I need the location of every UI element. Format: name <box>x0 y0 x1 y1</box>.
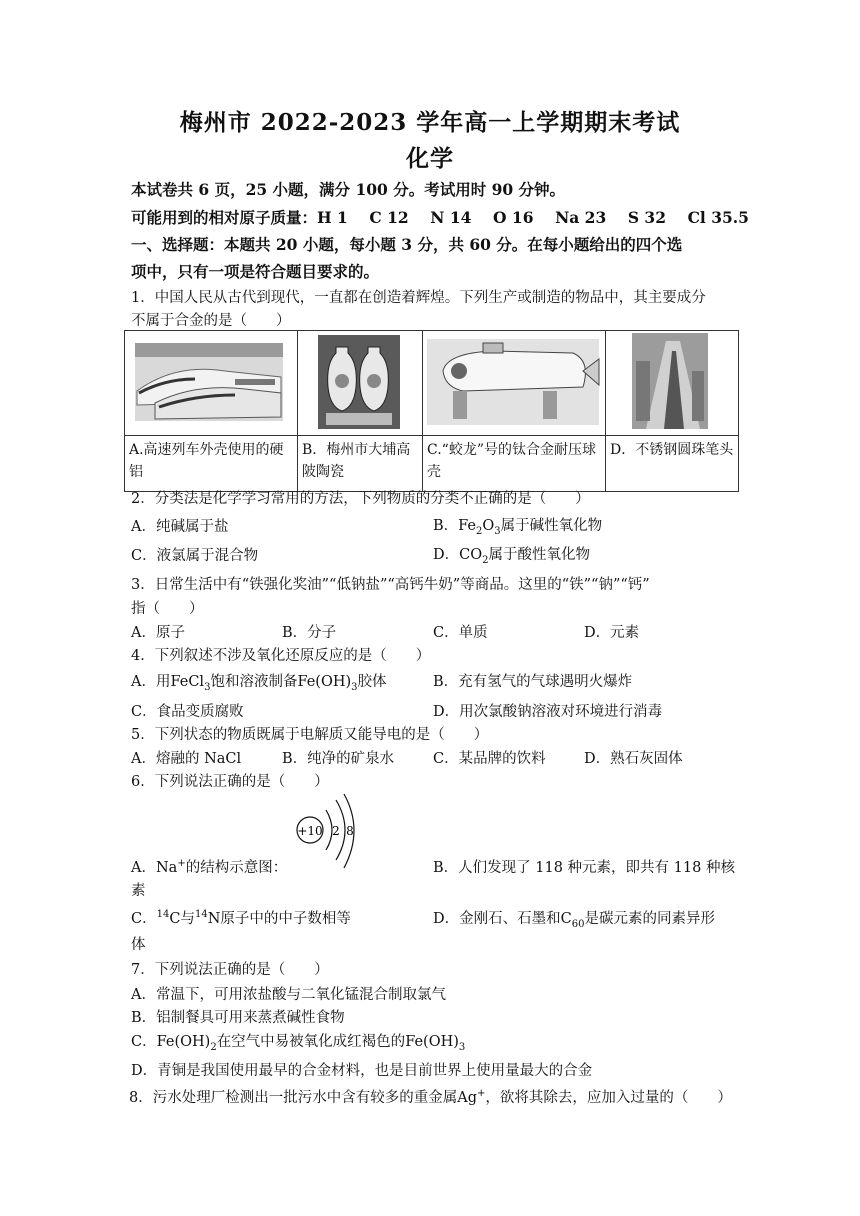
q5-option-d: D．熟石灰固体 <box>584 751 683 767</box>
fe2o3-formula: $Fe_2O_3$ <box>458 518 501 537</box>
subject-title: 化学 <box>406 145 454 172</box>
q3-option-b: B．分子 <box>282 625 337 641</box>
q2-option-b: B．$Fe_2O_3$属于碱性氧化物 <box>433 518 603 537</box>
q1-stem-line1: 1．中国人民从古代到现代，一直都在创造着辉煌。下列生产或制造的物品中，其主要成分 <box>131 290 706 306</box>
porcelain-vases-image <box>298 331 420 431</box>
na-ion-formula: Na+ <box>155 858 186 876</box>
q4-option-c: C．食品变质腐败 <box>131 704 244 720</box>
q6-option-d: D．金刚石、石墨和$C_{60}$是碳元素的同素异形 <box>433 911 715 930</box>
fe-oh-3-formula: $Fe(OH)_3$ <box>297 674 358 693</box>
q7-stem: 7．下列说法正确的是（ ） <box>131 962 329 978</box>
exam-title: 梅州市 2022-2023 学年高一上学期期末考试 <box>179 109 681 136</box>
q1-image-submersible <box>423 331 606 436</box>
fe-oh-3-formula-q7: $Fe(OH)_3$ <box>405 1034 466 1053</box>
q3-option-a: A．原子 <box>131 625 185 641</box>
exam-info: 本试卷共 6 页，25 小题，满分 100 分。考试用时 90 分钟。 <box>131 180 566 199</box>
q5-option-a: A．熔融的 NaCl <box>131 751 242 767</box>
q6-stem: 6．下列说法正确的是（ ） <box>131 774 329 790</box>
q7-option-a: A．常温下，可用浓盐酸与二氧化锰混合制取氯气 <box>131 987 446 1003</box>
atomic-masses: 可能用到的相对原子质量：H 1 C 12 N 14 O 16 Na 23 S 32 Cl 35.5 <box>131 208 749 227</box>
shell1-electrons: 2 <box>332 824 340 838</box>
nucleus-charge: +10 <box>297 824 323 838</box>
q6-option-d-wrap: 体 <box>131 937 146 953</box>
q2-option-c: C．液氯属于混合物 <box>131 548 259 564</box>
q1-option-c: C.“蛟龙”号的钛合金耐压球壳 <box>423 436 606 492</box>
fe-oh-2-formula: $Fe(OH)_2$ <box>156 1034 217 1053</box>
q1-image-pen <box>606 331 739 436</box>
q3-option-d: D．元素 <box>584 625 640 641</box>
ag-ion-formula: Ag+ <box>457 1088 486 1106</box>
section-heading-line1: 一、选择题：本题共 20 小题，每小题 3 分，共 60 分。在每小题给出的四个选 <box>131 235 683 254</box>
q1-option-a: A.高速列车外壳使用的硬铝 <box>125 436 298 492</box>
shell2-electrons: 8 <box>346 824 354 838</box>
q6-option-a-wrap: 素 <box>131 883 146 899</box>
jiaolong-submersible-image <box>423 331 603 431</box>
q7-option-b: B．铝制餐具可用来蒸煮碱性食物 <box>131 1010 345 1026</box>
co2-formula: $CO_2$ <box>459 547 489 566</box>
q7-option-c: C．$Fe(OH)_2$在空气中易被氧化成红褐色的$Fe(OH)_3$ <box>131 1034 466 1053</box>
q7-option-d: D．青铜是我国使用最早的合金材料，也是目前世界上使用量最大的合金 <box>131 1063 593 1079</box>
ballpoint-pen-tip-image <box>606 331 736 431</box>
q4-option-a: A．用FeCl$_3$饱和溶液制备$Fe(OH)_3$胶体 <box>131 674 387 693</box>
q4-stem: 4．下列叙述不涉及氧化还原反应的是（ ） <box>131 648 431 664</box>
c60-formula: $C_{60}$ <box>560 911 585 930</box>
q6-option-c: C．$^{14}$C与$^{14}$N原子中的中子数相等 <box>131 909 351 927</box>
q2-option-d: D．$CO_2$属于酸性氧化物 <box>433 547 590 566</box>
q5-option-b: B．纯净的矿泉水 <box>282 751 395 767</box>
q2-stem: 2．分类法是化学学习常用的方法，下列物质的分类不正确的是（ ） <box>131 491 590 507</box>
q8-stem: 8．污水处理厂检测出一批污水中含有较多的重金属Ag+，欲将其除去，应加入过量的（ ） <box>129 1088 732 1106</box>
q4-option-d: D．用次氯酸钠溶液对环境进行消毒 <box>433 704 663 720</box>
q2-option-a: A．纯碱属于盐 <box>131 519 229 535</box>
q4-option-b: B．充有氢气的气球遇明火爆炸 <box>433 674 633 690</box>
q5-option-c: C．某品牌的饮料 <box>433 751 546 767</box>
q3-stem-line1: 3．日常生活中有“铁强化奖油”“低钠盐”“高钙牛奶”等商品。这里的“铁”“钠”“钙” <box>131 577 650 593</box>
q1-image-porcelain <box>298 331 423 436</box>
q1-option-b: B．梅州市大埔高陂陶瓷 <box>298 436 423 492</box>
q6-option-b: B．人们发现了 118 种元素，即共有 118 种核 <box>433 860 735 876</box>
n14-isotope: $^{14}$N <box>194 909 221 927</box>
q1-options-table <box>124 330 739 492</box>
section-heading-line2: 项中，只有一项是符合题目要求的。 <box>131 262 380 281</box>
q6-option-a: A．Na+的结构示意图： <box>131 858 288 876</box>
c14-isotope: $^{14}$C <box>156 909 181 927</box>
q5-stem: 5．下列状态的物质既属于电解质又能导电的是（ ） <box>131 727 489 743</box>
high-speed-train-image <box>125 331 295 431</box>
q1-stem-line2: 不属于合金的是（ ） <box>131 313 291 329</box>
na-ion-structure-diagram <box>290 792 360 870</box>
q3-stem-line2: 指（ ） <box>131 601 204 617</box>
q1-option-d: D．不锈钢圆珠笔头 <box>606 436 739 492</box>
fecl3-formula: FeCl$_3$ <box>170 674 211 693</box>
q3-option-c: C．单质 <box>433 625 488 641</box>
q1-image-train <box>125 331 298 436</box>
